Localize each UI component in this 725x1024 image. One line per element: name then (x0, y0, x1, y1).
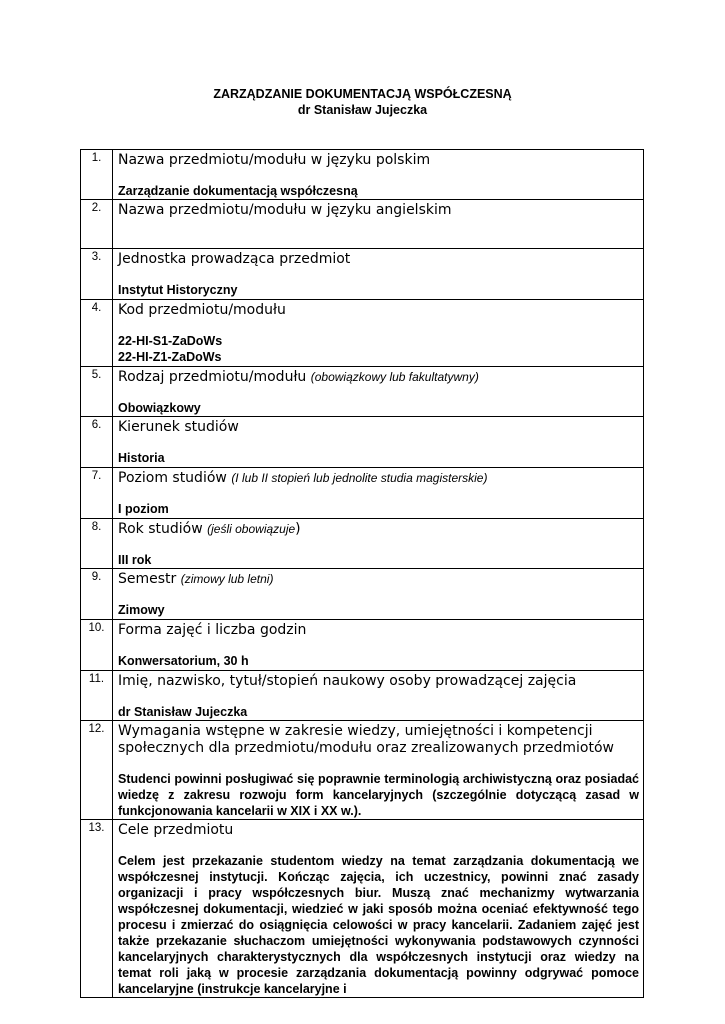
field-hint: (I lub II stopień lub jednolite studia magisterskie) (231, 471, 488, 485)
field-label (118, 470, 639, 487)
row-number: 12. (81, 721, 113, 820)
table-row (81, 569, 644, 620)
table-row (81, 417, 644, 468)
field-value: dr Stanisław Jujeczka (118, 705, 248, 719)
field-label: Kod przedmiotu/modułu (118, 302, 286, 318)
row-body (113, 367, 644, 417)
table-row (81, 820, 644, 998)
field-value: III rok (118, 553, 152, 567)
table-row (81, 300, 644, 367)
field-value: Zimowy (118, 603, 165, 617)
field-value: Zarządzanie dokumentacją współczesną (118, 184, 358, 198)
row-body (113, 249, 644, 300)
field-value: I poziom (118, 502, 169, 516)
row-number: 2. (81, 200, 113, 249)
table-row (81, 150, 644, 200)
table-row (81, 721, 644, 820)
field-label: Jednostka prowadząca przedmiot (118, 251, 351, 267)
field-label (118, 571, 639, 588)
field-label: Nazwa przedmiotu/modułu w języku angielskim (118, 202, 452, 218)
field-value: Celem jest przekazanie studentom wiedzy na temat zarządzania dokumentacją we współczesnej instytucji. Kończąc zajęcia, ich uczestnicy, powinni znać zasady organizacji i pracy współczesnych biur. Muszą znać mechanizmy wytwarzania współczesnej dokumentacji, wiedzieć w jaki sposób można oceniać efektywność tego procesu i zmierzać do osiągnięcia celowości w pracy kancelarii. Zadaniem zajęć jest także przekazanie słuchaczom umiejętności wykonywania podstawowych czynności kancelaryjnych charakterystycznych dla współczesnych instytucji oraz wiedzy na temat roli jaką w procesie zarządzania dokumentacją powinny odgrywać pomoce kancelaryjne (instrukcje kancelaryjne i (118, 854, 639, 996)
row-body (113, 417, 644, 468)
field-label: Kierunek studiów (118, 419, 239, 435)
table-row (81, 200, 644, 249)
row-body (113, 671, 644, 721)
row-body (113, 569, 644, 620)
field-value: Instytut Historyczny (118, 283, 238, 297)
field-hint: (obowiązkowy lub fakultatywny) (310, 370, 479, 384)
row-number: 1. (81, 150, 113, 200)
field-label: Forma zajęć i liczba godzin (118, 622, 307, 638)
field-value: Historia (118, 451, 165, 465)
row-number: 11. (81, 671, 113, 721)
field-value: Studenci powinni posługiwać się poprawnie terminologią archiwistyczną oraz posiadać wiedzę z zakresu rozwoju form kancelaryjnych (szczególnie dotyczącą zasad w funkcjonowania kancelarii w XIX i XX w.). (118, 772, 639, 818)
field-label-text: Poziom studiów (118, 470, 232, 486)
table-row (81, 519, 644, 569)
row-body (113, 820, 644, 998)
field-hint: (zimowy lub letni) (180, 572, 274, 586)
row-body (113, 150, 644, 200)
row-body (113, 200, 644, 249)
row-number: 3. (81, 249, 113, 300)
table-row (81, 249, 644, 300)
row-number: 10. (81, 620, 113, 671)
row-number: 5. (81, 367, 113, 417)
field-label (118, 369, 639, 386)
row-number: 6. (81, 417, 113, 468)
field-label (118, 521, 639, 538)
row-number: 4. (81, 300, 113, 367)
field-label: Cele przedmiotu (118, 822, 234, 838)
field-value-secondary: 22-HI-Z1-ZaDoWs (118, 350, 222, 364)
field-label: Nazwa przedmiotu/modułu w języku polskim (118, 152, 431, 168)
field-hint: (jeśli obowiązuje (207, 522, 296, 536)
table-row (81, 671, 644, 721)
row-number: 8. (81, 519, 113, 569)
field-label-text: Rok studiów (118, 521, 208, 537)
field-value: Konwersatorium, 30 h (118, 654, 249, 668)
table-row (81, 620, 644, 671)
syllabus-table (80, 149, 644, 998)
field-label-text: Rodzaj przedmiotu/modułu (118, 369, 311, 385)
document-author: dr Stanisław Jujeczka (297, 103, 428, 117)
field-label: Imię, nazwisko, tytuł/stopień naukowy osoby prowadzącej zajęcia (118, 673, 577, 689)
row-body (113, 721, 644, 820)
field-label: Wymagania wstępne w zakresie wiedzy, umiejętności i kompetencji społecznych dla przedmiotu/modułu oraz zrealizowanych przedmiotów (118, 723, 614, 756)
row-body (113, 300, 644, 367)
table-row (81, 367, 644, 417)
field-label-end: ) (295, 521, 301, 537)
field-value: 22-HI-S1-ZaDoWs (118, 334, 223, 348)
table-row (81, 468, 644, 519)
row-number: 7. (81, 468, 113, 519)
row-number: 13. (81, 820, 113, 998)
row-number: 9. (81, 569, 113, 620)
document-title: ZARZĄDZANIE DOKUMENTACJĄ WSPÓŁCZESNĄ (213, 87, 512, 101)
row-body (113, 620, 644, 671)
field-label-text: Semestr (118, 571, 181, 587)
row-body (113, 519, 644, 569)
row-body (113, 468, 644, 519)
field-value: Obowiązkowy (118, 401, 201, 415)
